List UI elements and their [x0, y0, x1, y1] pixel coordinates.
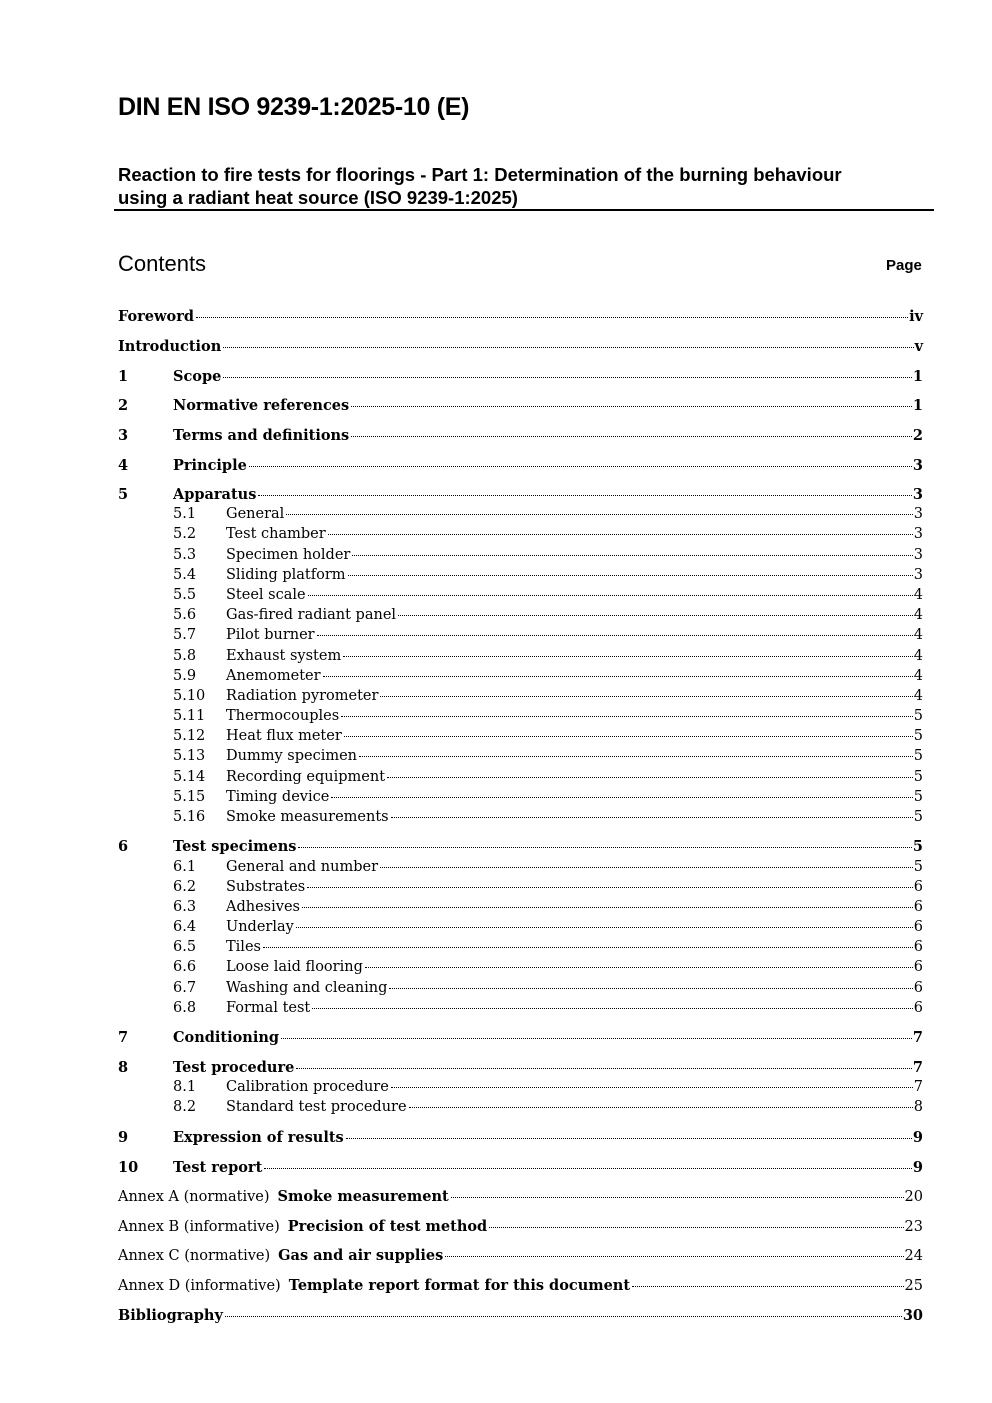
toc-entry-6-1[interactable]: 6.1 General and number 5 [173, 859, 923, 875]
toc-entry-8[interactable]: 8 Test procedure 7 [118, 1059, 923, 1076]
toc-entry-4[interactable]: 4 Principle 3 [118, 457, 923, 474]
toc-entry-5-15[interactable]: 5.15 Timing device 5 [173, 789, 923, 805]
toc-entry-bibliography[interactable]: Bibliography 30 [118, 1307, 923, 1324]
toc-entry-6[interactable]: 6 Test specimens 5 [118, 838, 923, 855]
toc-entry-annex-c[interactable]: Annex C (normative) Gas and air supplies 24 [118, 1247, 923, 1264]
toc-entry-5-11[interactable]: 5.11 Thermocouples 5 [173, 708, 923, 724]
toc-entry-9[interactable]: 9 Expression of results 9 [118, 1129, 923, 1146]
toc-entry-6-5[interactable]: 6.5 Tiles 6 [173, 939, 923, 955]
toc-entry-6-6[interactable]: 6.6 Loose laid flooring 6 [173, 959, 923, 975]
toc-entry-5[interactable]: 5 Apparatus 3 [118, 486, 923, 503]
toc-entry-5-14[interactable]: 5.14 Recording equipment 5 [173, 769, 923, 785]
toc-entry-5-1[interactable]: 5.1 General 3 [173, 506, 923, 522]
toc-entry-annex-b[interactable]: Annex B (informative) Precision of test method 23 [118, 1218, 923, 1235]
toc-entry-5-3[interactable]: 5.3 Specimen holder 3 [173, 547, 923, 563]
toc-entry-5-6[interactable]: 5.6 Gas-fired radiant panel 4 [173, 607, 923, 623]
toc-entry-6-7[interactable]: 6.7 Washing and cleaning 6 [173, 980, 923, 996]
toc-entry-5-7[interactable]: 5.7 Pilot burner 4 [173, 627, 923, 643]
toc-entry-1[interactable]: 1 Scope 1 [118, 368, 923, 385]
toc-entry-annex-a[interactable]: Annex A (normative) Smoke measurement 20 [118, 1188, 923, 1205]
toc-entry-6-2[interactable]: 6.2 Substrates 6 [173, 879, 923, 895]
document-title-line-2: using a radiant heat source (ISO 9239-1:2025) [118, 187, 518, 208]
toc-entry-10[interactable]: 10 Test report 9 [118, 1159, 923, 1176]
toc-entry-6-4[interactable]: 6.4 Underlay 6 [173, 919, 923, 935]
document-title [118, 163, 933, 209]
toc-entry-8-2[interactable]: 8.2 Standard test procedure 8 [173, 1099, 923, 1115]
toc-entry-3[interactable]: 3 Terms and definitions 2 [118, 427, 923, 444]
toc-entry-5-12[interactable]: 5.12 Heat flux meter 5 [173, 728, 923, 744]
document-title-line-1: Reaction to fire tests for floorings - Part 1: Determination of the burning behaviour [118, 164, 842, 185]
toc-entry-8-1[interactable]: 8.1 Calibration procedure 7 [173, 1079, 923, 1095]
toc-entry-5-8[interactable]: 5.8 Exhaust system 4 [173, 648, 923, 664]
toc-entry-5-13[interactable]: 5.13 Dummy specimen 5 [173, 748, 923, 764]
toc-entry-5-9[interactable]: 5.9 Anemometer 4 [173, 668, 923, 684]
toc-entry-annex-d[interactable]: Annex D (informative) Template report format for this document 25 [118, 1277, 923, 1294]
toc-entry-foreword[interactable]: Foreword iv [118, 308, 923, 325]
toc-entry-5-5[interactable]: 5.5 Steel scale 4 [173, 587, 923, 603]
page-column-label: Page [886, 257, 922, 274]
toc-entry-6-3[interactable]: 6.3 Adhesives 6 [173, 899, 923, 915]
toc-entry-5-16[interactable]: 5.16 Smoke measurements 5 [173, 809, 923, 825]
toc-entry-5-4[interactable]: 5.4 Sliding platform 3 [173, 567, 923, 583]
toc-entry-5-2[interactable]: 5.2 Test chamber 3 [173, 526, 923, 542]
toc-entry-introduction[interactable]: Introduction v [118, 338, 923, 355]
toc-entry-2[interactable]: 2 Normative references 1 [118, 397, 923, 414]
title-divider [114, 209, 934, 211]
toc-entry-6-8[interactable]: 6.8 Formal test 6 [173, 1000, 923, 1016]
document-number: DIN EN ISO 9239-1:2025-10 (E) [118, 93, 470, 121]
toc-entry-7[interactable]: 7 Conditioning 7 [118, 1029, 923, 1046]
contents-heading: Contents [118, 251, 207, 276]
toc-entry-5-10[interactable]: 5.10 Radiation pyrometer 4 [173, 688, 923, 704]
